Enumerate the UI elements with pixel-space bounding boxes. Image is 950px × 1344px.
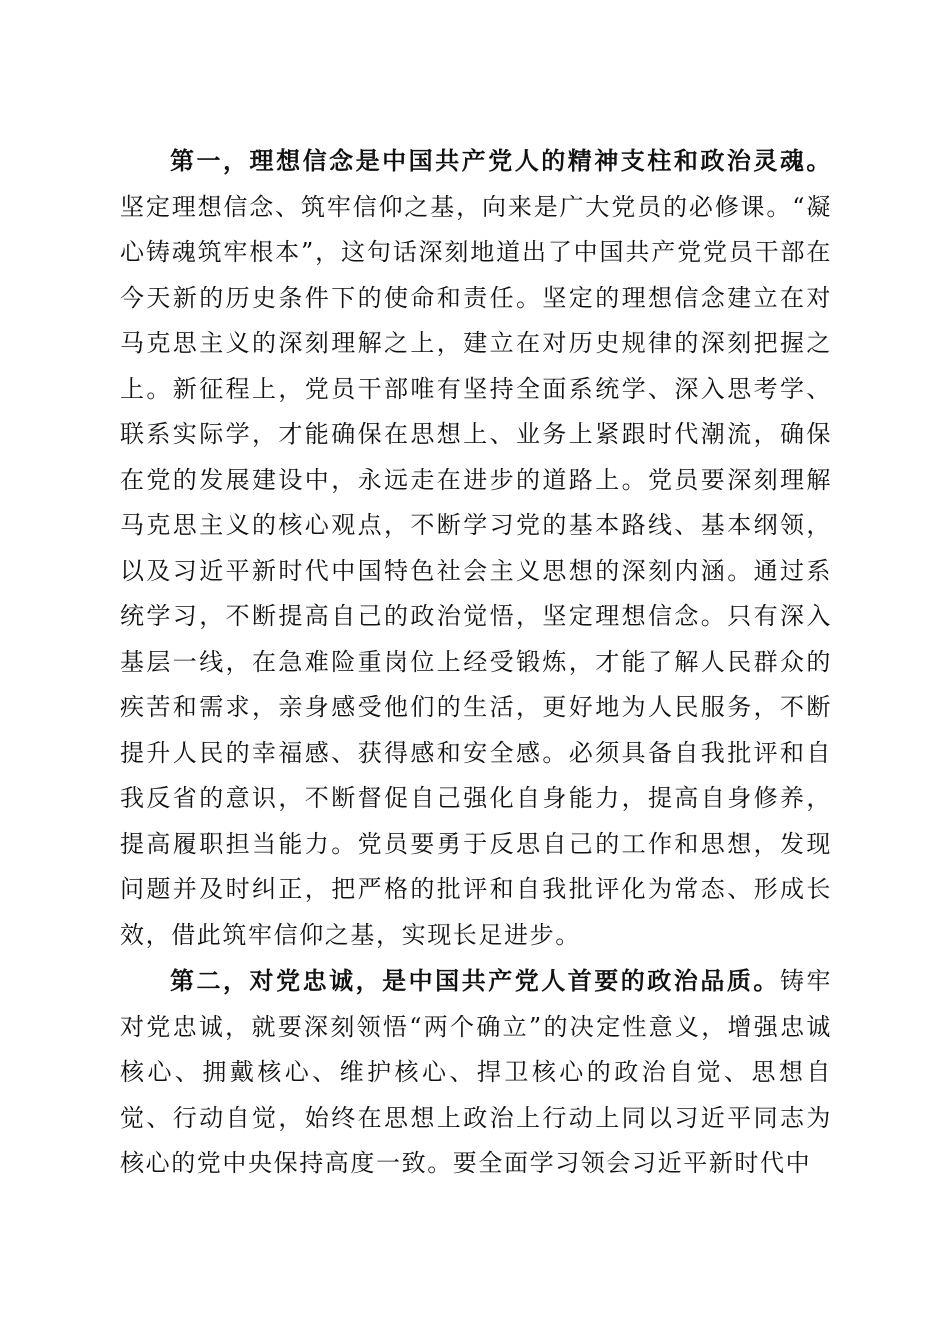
paragraph-2-body: 铸牢对党忠诚，就要深刻领悟“两个确立”的决定性意义，增强忠诚核心、拥戴核心、维护核心、捍卫核心的政治自觉、思想自觉、行动自觉，始终在思想上政治上行动上同以习近平同志为核心的党中央保持高度一致。要全面学习领会习近平新时代中 — [120, 967, 832, 1177]
document-body — [120, 138, 832, 1187]
paragraph-1-body: 坚定理想信念、筑牢信仰之基，向来是广大党员的必修课。“凝心铸魂筑牢根本”，这句话深刻地道出了中国共产党党员干部在今天新的历史条件下的使命和责任。坚定的理想信念建立在对马克思主义的深刻理解之上，建立在对历史规律的深刻把握之上。新征程上，党员干部唯有坚持全面系统学、深入思考学、联系实际学，才能确保在思想上、业务上紧跟时代潮流，确保在党的发展建设中，永远走在进步的道路上。党员要深刻理解马克思主义的核心观点，不断学习党的基本路线、基本纲领，以及习近平新时代中国特色社会主义思想的深刻内涵。通过系统学习，不断提高自己的政治觉悟，坚定理想信念。只有深入基层一线，在急难险重岗位上经受锻炼，才能了解人民群众的疾苦和需求，亲身感受他们的生活，更好地为人民服务，不断提升人民的幸福感、获得感和安全感。必须具备自我批评和自我反省的意识，不断督促自己强化自身能力，提高自身修养，提高履职担当能力。党员要勇于反思自己的工作和思想，发现问题并及时纠正，把严格的批评和自我批评化为常态、形成长效，借此筑牢信仰之基，实现长足进步。 — [120, 192, 832, 949]
paragraph-1 — [120, 138, 832, 958]
paragraph-2 — [120, 958, 832, 1187]
paragraph-1-lead: 第一，理想信念是中国共产党人的精神支柱和政治灵魂。 — [170, 146, 832, 175]
paragraph-2-lead: 第二，对党忠诚，是中国共产党人首要的政治品质。 — [170, 966, 780, 995]
